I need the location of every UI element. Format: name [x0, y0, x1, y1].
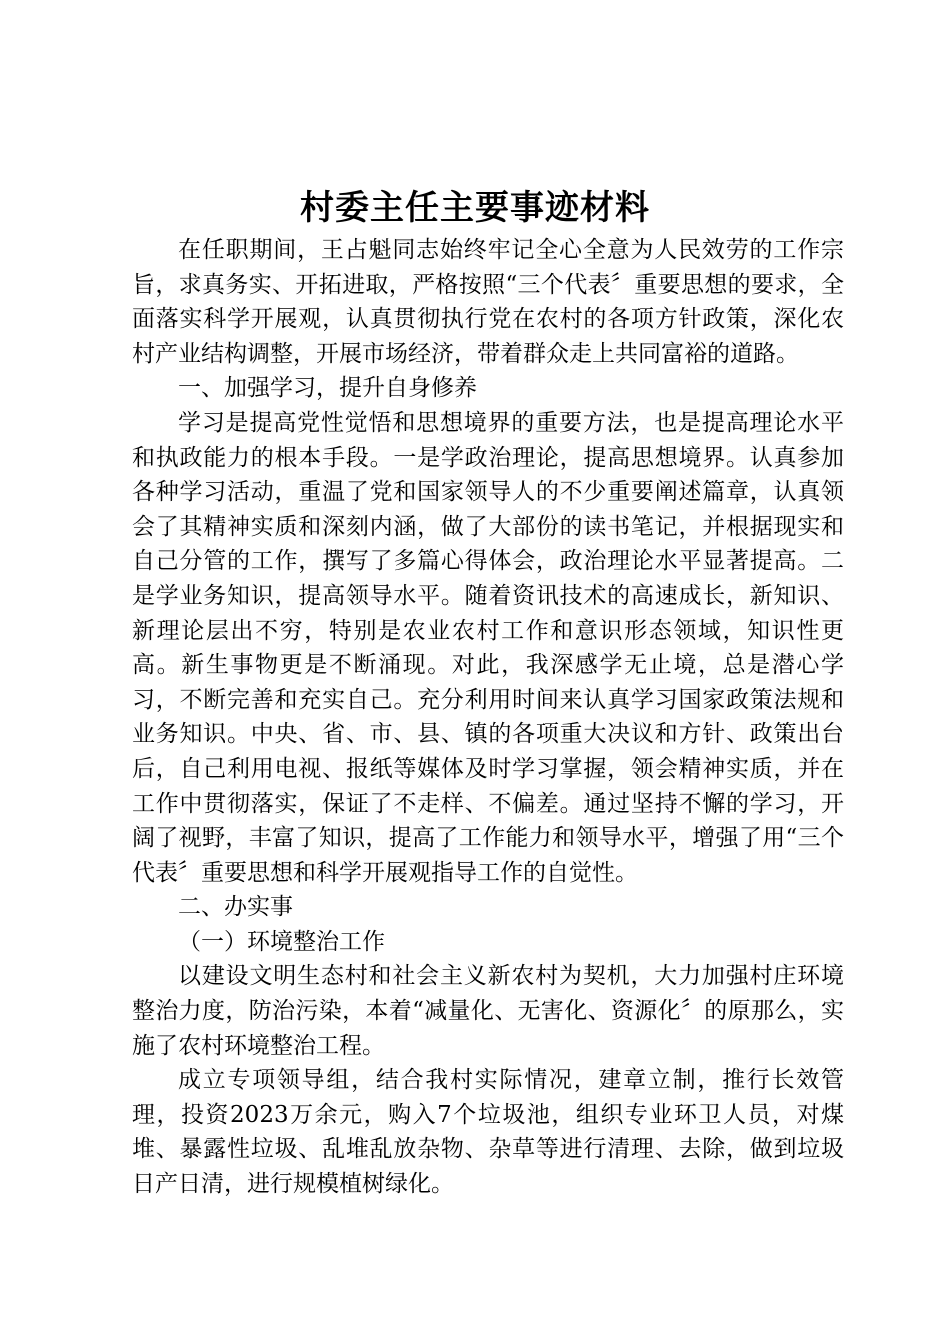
document-title: 村委主任主要事迹材料 — [300, 188, 650, 228]
paragraph-environment: 以建设文明生态村和社会主义新农村为契机，大力加强村庄环境整治力度，防治污染，本着“减量化、无害化、资源化〞的原那么，实施了农村环境整治工程。 — [132, 963, 844, 1059]
paragraph-study: 学习是提高党性觉悟和思想境界的重要方法，也是提高理论水平和执政能力的根本手段。一是学政治理论，提高思想境界。认真参加各种学习活动，重温了党和国家领导人的不少重要阐述篇章，认真领会了其精神实质和深刻内涵，做了大部份的读书笔记，并根据现实和自己分管的工作，撰写了多篇心得体会，政治理论水平显著提高。二是学业务知识，提高领导水平。随着资讯技术的高速成长，新知识、新理论层出不穷，特别是农业农村工作和意识形态领域，知识性更高。新生事物更是不断涌现。对此，我深感学无止境，总是潜心学习，不断完善和充实自己。充分利用时间来认真学习国家政策法规和业务知识。中央、省、市、县、镇的各项重大决议和方针、政策出台后，自己利用电视、报纸等媒体及时学习掌握，领会精神实质，并在工作中贯彻落实，保证了不走样、不偏差。通过坚持不懈的学习，开阔了视野，丰富了知识，提高了工作能力和领导水平，增强了用“三个代表〞重要思想和科学开展观指导工作的自觉性。 — [132, 409, 844, 886]
document-body — [132, 233, 844, 1202]
section-heading-2: 二、办实事 — [178, 894, 293, 921]
section-heading-1: 一、加强学习，提升自身修养 — [178, 375, 477, 402]
paragraph-leadership-group: 成立专项领导组，结合我村实际情况，建章立制，推行长效管理，投资2023万余元，购入7个垃圾池，组织专业环卫人员，对煤堆、暴露性垃圾、乱堆乱放杂物、杂草等进行清理、去除，做到垃圾日产日清，进行规模植树绿化。 — [132, 1067, 844, 1198]
paragraph-intro: 在任职期间，王占魁同志始终牢记全心全意为人民效劳的工作宗旨，求真务实、开拓进取，严格按照“三个代表〞重要思想的要求，全面落实科学开展观，认真贯彻执行党在农村的各项方针政策，深化农村产业结构调整，开展市场经济，带着群众走上共同富裕的道路。 — [132, 237, 844, 367]
subsection-heading-1: （一）环境整治工作 — [178, 928, 385, 955]
